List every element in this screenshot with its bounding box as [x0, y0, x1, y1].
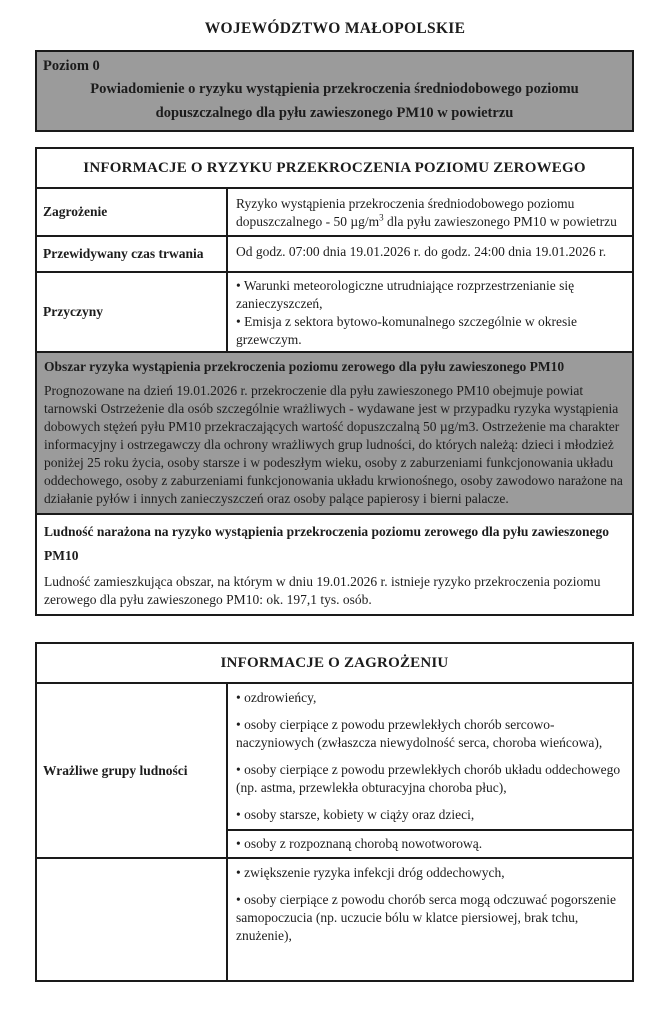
bullet-item: • osoby cierpiące z powodu chorób serca mogą odczuwać pogorszenie samopoczucia (np. uczucie bólu w klatce piersiowej, brak tchu, znużenie),	[236, 892, 616, 943]
page-title: WOJEWÓDZTWO MAŁOPOLSKIE	[204, 20, 466, 37]
table-row-przyczyny	[37, 271, 632, 351]
risk-area-heading: Obszar ryzyka wystąpienia przekroczenia poziomu zerowego dla pyłu zawieszonego PM10	[44, 359, 565, 374]
risk-table-title: INFORMACJE O RYZYKU PRZEKROCZENIA POZIOMU ZEROWEGO	[37, 149, 632, 189]
bullet-item: • osoby starsze, kobiety w ciąży oraz dzieci,	[236, 807, 475, 822]
bullet-item: • Emisja z sektora bytowo-komunalnego szczególnie w okresie grzewczym.	[236, 314, 578, 347]
health-effects-list	[228, 859, 632, 950]
vulnerable-groups-cells	[228, 684, 632, 857]
vulnerable-groups-extra	[228, 831, 632, 857]
alert-message: Powiadomienie o ryzyku wystąpienia przekroczenia średniodobowego poziomu dopuszczalnego dla pyłu zawieszonego PM10 w powietrzu	[90, 81, 579, 121]
population-body: Ludność zamieszkująca obszar, na którym w dniu 19.01.2026 r. istnieje ryzyko przekroczenia poziomu zerowego dla pyłu zawieszonego PM10: ok. 197,1 tys. osób.	[44, 574, 601, 607]
row-label-czas-trwania: Przewidywany czas trwania	[37, 237, 228, 271]
row-value-zagrozenie	[228, 189, 632, 235]
row-label-wrazliwe-grupy: Wrażliwe grupy ludności	[37, 684, 228, 857]
value-text: Ryzyko wystąpienia przekroczenia średniodobowego poziomu dopuszczalnego - 50 µg/m	[236, 196, 575, 229]
row-value-czas-trwania: Od godz. 07:00 dnia 19.01.2026 r. do godz. 24:00 dnia 19.01.2026 r.	[236, 244, 607, 259]
table-row-czas-trwania	[37, 235, 632, 271]
bullet-item: • Warunki meteorologiczne utrudniające rozprzestrzenianie się zanieczyszczeń,	[236, 278, 575, 311]
row-label-przyczyny: Przyczyny	[37, 273, 228, 351]
population-section	[37, 513, 632, 614]
risk-area-section	[37, 351, 632, 513]
table-row-zagrozenie	[37, 189, 632, 235]
health-effects-cells	[228, 859, 632, 982]
vulnerable-groups-list	[228, 684, 632, 831]
bullet-item: • osoby cierpiące z powodu przewlekłych chorób układu oddechowego (np. astma, przewlekła obturacyjna choroba płuc),	[236, 762, 621, 795]
row-label-skutki-zdrowotne	[37, 859, 228, 982]
hazard-table-title: INFORMACJE O ZAGROŻENIU	[37, 644, 632, 684]
risk-info-table	[35, 147, 634, 616]
alert-level-banner	[35, 50, 634, 132]
row-value-przyczyny	[228, 273, 632, 351]
bullet-item: • osoby cierpiące z powodu przewlekłych chorób sercowo-naczyniowych (zwłaszcza niewydolność serca, choroba wieńcowa),	[236, 717, 603, 750]
alert-level-label: Poziom 0	[43, 58, 100, 74]
bullet-item: • zwiększenie ryzyka infekcji dróg oddechowych,	[236, 865, 505, 880]
population-heading: Ludność narażona na ryzyko wystąpienia przekroczenia poziomu zerowego dla pyłu zawieszonego PM10	[44, 524, 609, 563]
bullet-item: • osoby z rozpoznaną chorobą nowotworową.	[236, 836, 483, 851]
risk-area-body: Prognozowane na dzień 19.01.2026 r. przekroczenie dla pyłu zawieszonego PM10 obejmuje powiat tarnowski Ostrzeżenie dla osób szczególnie wrażliwych - wydawane jest w przypadku ryzyka wystąpienia dobowych stężeń pyłu PM10 przekraczających wartość dopuszczalną 50 µg/m3. Ostrzeżenie ma charakter informacyjny i ostrzegawczy dla ochrony wrażliwych grup ludności, do których należą: dzieci i młodzież poniżej 25 roku życia, osoby starsze i w podeszłym wieku, osoby z zaburzeniami funkcjonowania układu oddechowego, osoby z zaburzeniami funkcjonowania układu krwionośnego, osoby zawodowo narażone na działanie pyłów i innych zanieczyszczeń oraz osoby palące papierosy i bierni palacze.	[44, 383, 623, 506]
value-superscript: 3	[379, 212, 384, 223]
hazard-info-table	[35, 642, 634, 982]
table-row-skutki-zdrowotne	[37, 857, 632, 982]
bullet-item: • ozdrowieńcy,	[236, 690, 317, 705]
row-label-zagrozenie: Zagrożenie	[37, 189, 228, 235]
value-text: dla pyłu zawieszonego PM10 w powietrzu	[383, 214, 617, 229]
table-row-wrazliwe-grupy	[37, 684, 632, 857]
